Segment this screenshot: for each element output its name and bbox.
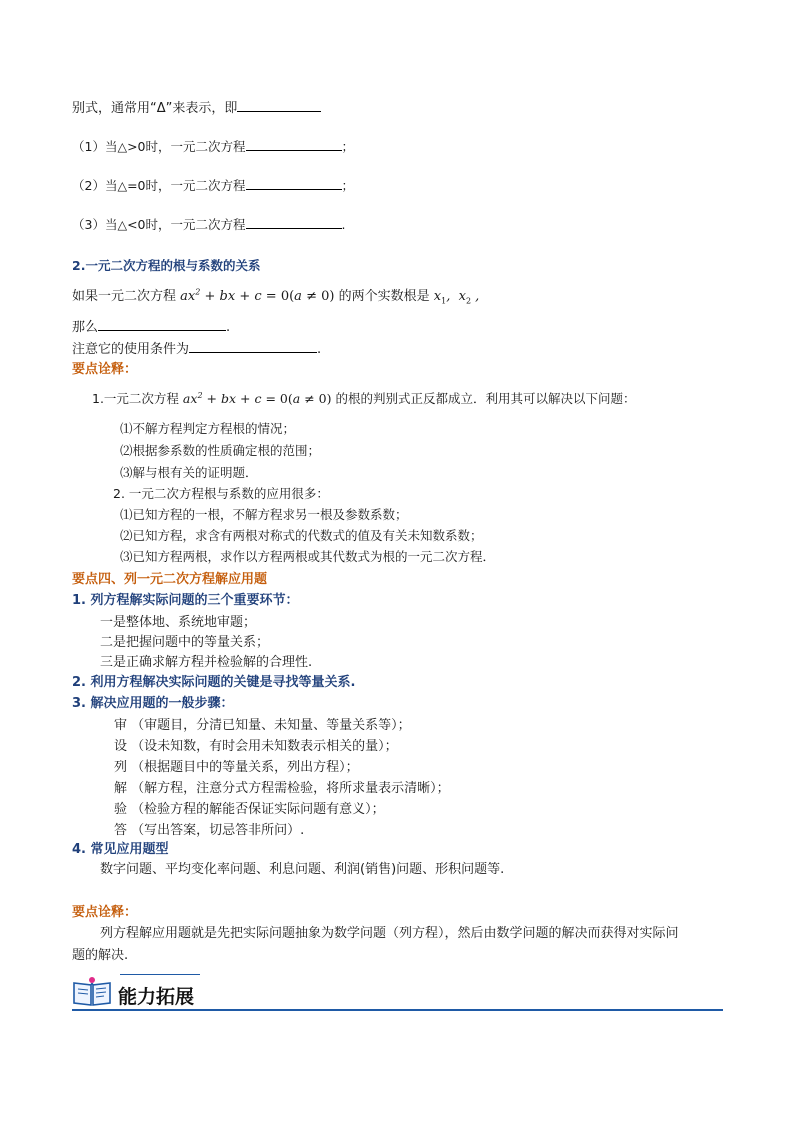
key-item: ⑴已知方程的一根，不解方程求另一根及参数系数； [120, 507, 408, 522]
key-line-1: 1.一元二次方程 $ax^2$ + bx + c = 0(a ≠ 0) 的根的判别式正反都成立．利用其可以解决以下问题： [92, 390, 636, 406]
key-item: ⑶已知方程两根，求作以方程两根或其代数式为根的一元二次方程． [120, 549, 496, 564]
key-paragraph-line: 题的解决. [72, 948, 129, 963]
list-item: 二是把握问题中的等量关系； [100, 635, 270, 650]
case-1: （1）当△>0时，一元二次方程 ； [72, 136, 354, 155]
roots-symbols: $x_1$, $x_2$ , [433, 289, 480, 306]
subheading: 3. 解决应用题的一般步骤： [72, 696, 234, 711]
quadratic-formula: $ax^2$ + bx + c = 0(a ≠ 0) [182, 390, 332, 406]
step-item: 设 （设未知数，有时会用未知数表示相关的量）； [114, 739, 398, 754]
vieta-statement: 如果一元二次方程 $ax^2$ + bx + c = 0(a ≠ 0) 的两个实数根是 $x_1$, $x_2$ , [72, 287, 480, 306]
step-item: 审 （审题目，分清已知量、未知量、等量关系等）； [114, 718, 411, 733]
answer-blank[interactable] [246, 136, 342, 151]
list-item: 三是正确求解方程并检验解的合理性. [100, 655, 313, 670]
banner-rule [72, 1009, 723, 1011]
section-title: 2.一元二次方程的根与系数的关系 [72, 258, 261, 273]
key-points-title: 要点诠释： [72, 362, 138, 377]
answer-blank[interactable] [237, 97, 321, 112]
key-item: ⑵已知方程，求含有两根对称式的代数式的值及有关未知数系数； [120, 528, 483, 543]
step-item: 答 （写出答案，切忌答非所问）. [114, 823, 305, 838]
case-2: （2）当△=0时，一元二次方程 ； [72, 175, 354, 194]
types-line: 数字问题、平均变化率问题、利息问题、利润(销售)问题、形积问题等. [100, 862, 505, 877]
subheading: 2. 利用方程解决实际问题的关键是寻找等量关系. [72, 675, 356, 690]
list-item: 一是整体地、系统地审题； [100, 615, 257, 630]
intro-line: 别式，通常用“Δ”来表示，即 [72, 97, 321, 116]
subheading: 4. 常见应用题型 [72, 842, 169, 857]
quadratic-formula: $ax^2$ + bx + c = 0(a ≠ 0) [180, 287, 335, 304]
answer-blank[interactable] [246, 175, 342, 190]
condition-line: 注意它的使用条件为 . [72, 338, 321, 357]
step-item: 验 （检验方程的解能否保证实际问题有意义）； [114, 802, 385, 817]
answer-blank[interactable] [98, 316, 226, 331]
then-line: 那么 . [72, 316, 230, 335]
key-item: ⑴不解方程判定方程根的情况； [120, 421, 296, 436]
key-item: ⑵根据参系数的性质确定根的范围； [120, 443, 321, 458]
banner-top-line [120, 974, 200, 975]
subheading: 1. 列方程解实际问题的三个重要环节： [72, 593, 299, 608]
key-line-2: 2. 一元二次方程根与系数的应用很多： [113, 486, 329, 501]
key-item: ⑶解与根有关的证明题． [120, 465, 258, 480]
step-item: 解 （解方程，注意分式方程需检验，将所求量表示清晰）； [114, 781, 450, 796]
answer-blank[interactable] [189, 338, 317, 353]
step-item: 列 （根据题目中的等量关系，列出方程）； [114, 760, 359, 775]
section-heading: 要点四、列一元二次方程解应用题 [72, 572, 268, 587]
banner-title: 能力拓展 [118, 986, 195, 1008]
answer-blank[interactable] [246, 214, 342, 229]
open-book-icon [72, 975, 112, 1007]
case-3: （3）当△<0时，一元二次方程 . [72, 214, 345, 233]
key-paragraph-line: 列方程解应用题就是先把实际问题抽象为数学问题（列方程），然后由数学问题的解决而获得对实际问 [100, 926, 679, 941]
key-points-title: 要点诠释： [72, 905, 138, 920]
